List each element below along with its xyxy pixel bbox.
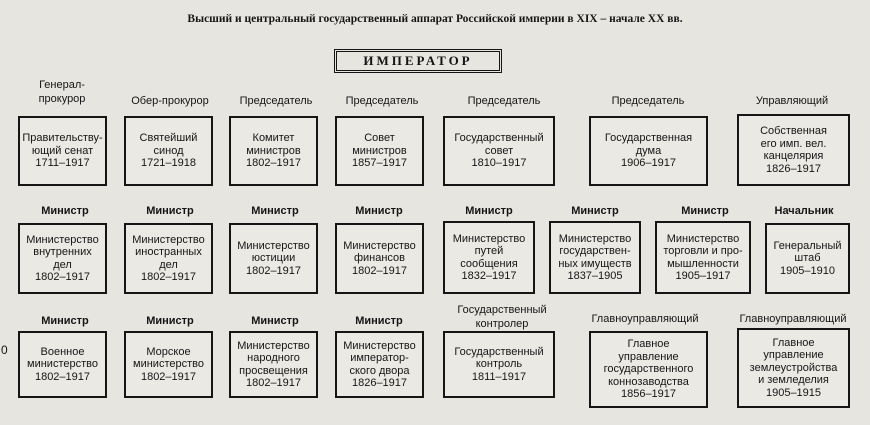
r1-box-property (549, 221, 641, 294)
head-text: Генерал- прокурор (38, 79, 86, 105)
r1-head-property (560, 204, 630, 218)
head-text: Министр (146, 205, 194, 217)
head-text: Министр (41, 205, 89, 217)
head-text: Главноуправляющий (591, 313, 699, 325)
r2-box-court (335, 331, 424, 398)
box-text: Собственная его имп. вел. канцелярия 1826–1917 (760, 125, 827, 175)
head-text: Председатель (239, 95, 313, 107)
r2-box-horse (589, 331, 708, 408)
head-text: Министр (681, 205, 729, 217)
head-text: Министр (355, 315, 403, 327)
r0-box-synod (124, 116, 213, 186)
r1-box-justice (229, 223, 318, 294)
r2-box-navy (124, 331, 213, 398)
head-text: Государственный контролер (457, 304, 547, 330)
head-text: Председатель (611, 95, 685, 107)
r1-box-staff (765, 223, 850, 294)
head-text: Начальник (774, 205, 834, 217)
r0-head-chancellery (744, 94, 840, 108)
r2-head-land (732, 312, 854, 326)
r2-box-education (229, 331, 318, 398)
box-text: Морское министерство 1802–1917 (133, 345, 204, 383)
r1-head-railways (454, 204, 524, 218)
head-text: Обер-прокурор (131, 95, 209, 107)
r0-box-chancellery (737, 114, 850, 186)
head-text: Председатель (345, 95, 419, 107)
r1-head-foreign (135, 204, 205, 218)
r0-head-statecouncil (452, 94, 556, 108)
r0-box-senate (18, 116, 107, 186)
box-text: Министерство финансов 1802–1917 (343, 239, 416, 277)
emperor-box: ИМПЕРАТОР (334, 49, 502, 73)
r0-head-duma (596, 94, 700, 108)
box-text: Министерство иностранных дел 1802–1917 (132, 233, 205, 283)
box-text: Государственный совет 1810–1917 (454, 132, 544, 170)
r1-box-railways (443, 221, 535, 294)
box-text: Государственная дума 1906–1917 (604, 132, 693, 170)
head-text: Министр (251, 315, 299, 327)
r2-head-horse (584, 312, 706, 326)
head-text: Главноуправляющий (739, 313, 847, 325)
box-text: Святейший синод 1721–1918 (139, 132, 198, 170)
r1-head-justice (240, 204, 310, 218)
r2-box-war (18, 331, 107, 398)
r0-head-synod (118, 94, 222, 108)
head-text: Министр (355, 205, 403, 217)
margin-mark: 0 (1, 343, 8, 357)
box-text: Главное управление землеустройства и земледелия 1905–1915 (749, 336, 838, 399)
r0-head-committee (228, 94, 324, 108)
diagram-title: Высший и центральный государственный аппарат Российской империи в XIX – начале XX вв. (187, 13, 683, 25)
r2-head-education (240, 314, 310, 328)
r2-head-control (446, 303, 558, 331)
box-text: Генеральный штаб 1905–1910 (773, 239, 842, 277)
r2-head-war (30, 314, 100, 328)
r1-head-finance (344, 204, 414, 218)
box-text: Министерство государствен- ных имуществ 1837–1905 (558, 232, 632, 282)
r2-box-control (443, 331, 555, 398)
box-text: Главное управление государственного коннозаводства 1856–1917 (603, 338, 694, 401)
r0-box-council (335, 116, 424, 186)
r1-head-internal (30, 204, 100, 218)
r0-box-committee (229, 116, 318, 186)
box-text: Министерство внутренних дел 1802–1917 (26, 233, 99, 283)
head-text: Председатель (467, 95, 541, 107)
r1-box-trade (655, 221, 751, 294)
head-text: Министр (571, 205, 619, 217)
box-text: Совет министров 1857–1917 (351, 132, 408, 170)
head-text: Министр (465, 205, 513, 217)
box-text: Военное министерство 1802–1917 (27, 345, 98, 383)
box-text: Министерство народного просвещения 1802–1917 (237, 339, 310, 389)
head-text: Министр (251, 205, 299, 217)
box-text: Правительству- ющий сенат 1711–1917 (22, 132, 103, 170)
box-text: Министерство император- ского двора 1826–1917 (343, 339, 416, 389)
r1-head-trade (670, 204, 740, 218)
r1-box-finance (335, 223, 424, 294)
r0-head-council (334, 94, 430, 108)
r0-head-senate (22, 78, 102, 106)
r1-head-staff (764, 204, 844, 218)
box-text: Государственный контроль 1811–1917 (454, 345, 544, 383)
r1-box-foreign (124, 223, 213, 294)
r1-box-internal (18, 223, 107, 294)
r2-head-navy (135, 314, 205, 328)
r0-box-statecouncil (443, 116, 555, 186)
r2-head-court (344, 314, 414, 328)
r0-box-duma (589, 116, 708, 186)
box-text: Министерство путей сообщения 1832–1917 (452, 232, 526, 282)
r2-box-land (737, 328, 850, 408)
head-text: Министр (146, 315, 194, 327)
box-text: Комитет министров 1802–1917 (245, 132, 302, 170)
head-text: Министр (41, 315, 89, 327)
head-text: Управляющий (755, 95, 829, 107)
box-text: Министерство торговли и про- мышленности 1905–1917 (663, 232, 743, 282)
box-text: Министерство юстиции 1802–1917 (237, 239, 310, 277)
